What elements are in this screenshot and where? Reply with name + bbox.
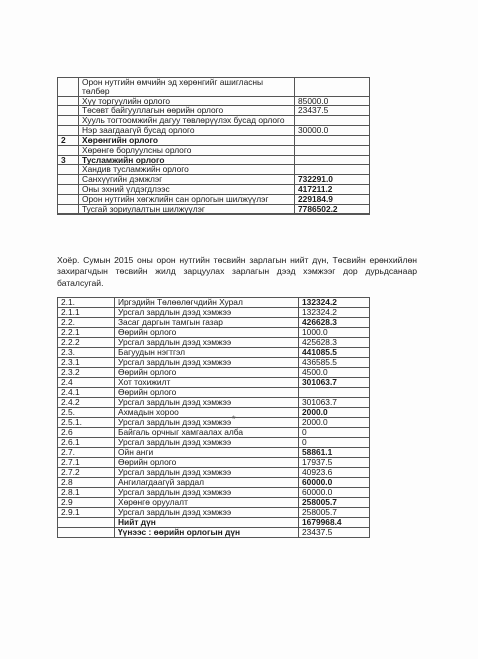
row-number-cell: 2.3.2 [58, 368, 115, 378]
table-row [58, 214, 370, 215]
row-name-cell: Урсгал зардлын дээд хэмжээ [115, 438, 299, 448]
row-name-cell: Өөрийн орлого [115, 368, 299, 378]
row-value-cell: 4500.0 [299, 368, 370, 378]
row-name-cell: Урсгал зардлын дээд хэмжээ [115, 338, 299, 348]
row-number-cell [58, 106, 79, 116]
row-number-cell: 2.6.1 [58, 438, 115, 448]
row-number-cell: 2.2. [58, 318, 115, 328]
row-value-cell [295, 145, 370, 155]
row-value-cell: 23437.5 [295, 106, 370, 116]
row-name-cell: Нийт дүн [115, 518, 299, 528]
row-number-cell: 2.5. [58, 408, 115, 418]
table-row [58, 126, 370, 136]
row-name-cell: Нэр заагдаагүй бусад орлого [79, 126, 295, 136]
row-name-cell: Хот тохижилт [115, 378, 299, 388]
revenue-table-body [58, 78, 370, 215]
row-value-cell [295, 78, 370, 97]
row-name-cell: Урсгал зардлын дээд хэмжээ [115, 488, 299, 498]
row-value-cell: 30000.0 [295, 126, 370, 136]
table-row [58, 308, 370, 318]
row-value-cell: 0 [299, 428, 370, 438]
row-value-cell: 732291.0 [295, 175, 370, 185]
row-name-cell: Үүнээс : өөрийн орлогын дүн [115, 528, 299, 538]
table-row [58, 358, 370, 368]
table-row [58, 508, 370, 518]
row-number-cell: 2.5.1. [58, 418, 115, 428]
row-number-cell: 2.1. [58, 298, 115, 308]
row-number-cell: 2.1.1 [58, 308, 115, 318]
table-row [58, 428, 370, 438]
row-value-cell: 2000.0 [299, 418, 370, 428]
row-name-cell: Хууль тогтоомжийн дагуу төвлөрүүлэх бусад орлого [79, 116, 295, 126]
row-name-cell: Хөрөнгө борлуулсны орлого [79, 145, 295, 155]
row-number-cell [58, 214, 79, 215]
expenditure-table [57, 297, 370, 538]
row-number-cell: 2.2.2 [58, 338, 115, 348]
table-row [58, 96, 370, 106]
row-value-cell: 1679968.4 [299, 518, 370, 528]
row-name-cell: Урсгал зардлын дээд хэмжээ [115, 468, 299, 478]
table-row [58, 458, 370, 468]
table-row [58, 448, 370, 458]
table-row [58, 338, 370, 348]
table-row [58, 468, 370, 478]
row-number-cell [58, 126, 79, 136]
table-row [58, 418, 370, 428]
table-row [58, 388, 370, 398]
row-value-cell: 7786502.2 [295, 204, 370, 214]
row-name-cell: Санхүүгийн дэмжлэг [79, 175, 295, 185]
row-value-cell: 85000.0 [295, 96, 370, 106]
row-value-cell: 17937.5 [299, 458, 370, 468]
section-two-paragraph: Хоёр. Сумын 2015 оны орон нутгийн төсвийн зарлагын нийт дүн, Төсвийн ерөнхийлөн захирагчдын төсвийн жилд зарцуулах зарлагын дээд хэмжээг дор дурьдсанаар баталсугай. [57, 255, 417, 288]
row-number-cell [58, 518, 115, 528]
row-name-cell: Хөрөнгө оруулалт [115, 498, 299, 508]
row-value-cell: 258005.7 [299, 498, 370, 508]
row-number-cell [58, 184, 79, 194]
row-name-cell: Байгаль орчныг хамгаалах алба [115, 428, 299, 438]
row-number-cell: 2.7.1 [58, 458, 115, 468]
row-name-cell: Өөрийн орлого [115, 328, 299, 338]
row-value-cell: 417211.2 [295, 184, 370, 194]
row-value-cell: 229184.9 [295, 194, 370, 204]
table-row [58, 145, 370, 155]
row-value-cell: 23437.5 [299, 528, 370, 538]
row-number-cell: 2.6 [58, 428, 115, 438]
row-value-cell: 436585.5 [299, 358, 370, 368]
row-value-cell: 58861.1 [299, 448, 370, 458]
row-value-cell: 60000.0 [299, 488, 370, 498]
table-row [58, 488, 370, 498]
table-row [58, 478, 370, 488]
table-row [58, 175, 370, 185]
scan-mark: * [232, 414, 236, 424]
row-value-cell: 301063.7 [299, 378, 370, 388]
row-name-cell: Урсгал зардлын дээд хэмжээ [115, 508, 299, 518]
row-number-cell [58, 116, 79, 126]
table-row [58, 194, 370, 204]
table-row [58, 498, 370, 508]
row-name-cell: Өөрийн орлого [115, 458, 299, 468]
row-name-cell: Урсгал зардлын дээд хэмжээ [115, 418, 299, 428]
table-row [58, 184, 370, 194]
row-number-cell: 2.4.1 [58, 388, 115, 398]
table-row [58, 368, 370, 378]
row-number-cell [58, 175, 79, 185]
row-number-cell [58, 78, 79, 97]
table-row [58, 135, 370, 145]
row-value-cell [295, 155, 370, 165]
row-name-cell: Ойн анги [115, 448, 299, 458]
table-row [58, 518, 370, 528]
table-row [58, 408, 370, 418]
row-name-cell: Багуудын нэгтгэл [115, 348, 299, 358]
row-name-cell: Урсгал зардлын дээд хэмжээ [115, 398, 299, 408]
row-name-cell: Иргэдийн Төлөөлөгчдийн Хурал [115, 298, 299, 308]
row-name-cell: Урсгал зардлын дээд хэмжээ [115, 358, 299, 368]
table-row [58, 328, 370, 338]
row-value-cell [295, 135, 370, 145]
table-row [58, 378, 370, 388]
table-row [58, 528, 370, 538]
row-value-cell: 132324.2 [299, 298, 370, 308]
row-number-cell [58, 165, 79, 175]
row-number-cell [58, 96, 79, 106]
row-number-cell: 2 [58, 135, 79, 145]
table-row [58, 106, 370, 116]
row-number-cell [58, 204, 79, 214]
row-name-cell: Урсгал зардлын дээд хэмжээ [115, 308, 299, 318]
table-row [58, 165, 370, 175]
row-name-cell: Тусгай зориулалтын шилжүүлэг [79, 204, 295, 214]
row-number-cell: 2.7. [58, 448, 115, 458]
table-row [58, 155, 370, 165]
row-value-cell: 425628.3 [299, 338, 370, 348]
row-name-cell: Оны эхний үлдэгдлээс [79, 184, 295, 194]
row-value-cell: 2000.0 [299, 408, 370, 418]
expenditure-table-body [58, 298, 370, 538]
row-value-cell: 40923.6 [299, 468, 370, 478]
row-name-cell: Ахмадын хороо [115, 408, 299, 418]
table-row [58, 298, 370, 308]
row-number-cell: 2.2.1 [58, 328, 115, 338]
table-row [58, 398, 370, 408]
row-name-cell: Ангилагдаагүй зардал [115, 478, 299, 488]
row-value-cell [295, 116, 370, 126]
revenue-table [57, 77, 370, 215]
table-row [58, 116, 370, 126]
row-value-cell: 258005.7 [299, 508, 370, 518]
row-number-cell: 2.8.1 [58, 488, 115, 498]
row-number-cell: 2.4 [58, 378, 115, 388]
table-row [58, 318, 370, 328]
row-number-cell: 2.8 [58, 478, 115, 488]
row-value-cell: 1000.0 [299, 328, 370, 338]
row-value-cell: 132324.2 [299, 308, 370, 318]
row-number-cell: 2.9.1 [58, 508, 115, 518]
row-name-cell: Тусламжийн орлого [79, 155, 295, 165]
row-name-cell: Хүү торгуулийн орлого [79, 96, 295, 106]
table-row [58, 438, 370, 448]
row-name-cell: Өөрийн орлого [115, 388, 299, 398]
row-value-cell: 441085.5 [299, 348, 370, 358]
row-value-cell [295, 214, 370, 215]
table-row [58, 204, 370, 214]
row-name-cell: Орон нутгийн өмчийн эд хөрөнгийг ашигласны төлбөр [79, 78, 295, 97]
row-number-cell: 2.9 [58, 498, 115, 508]
row-name-cell [79, 214, 295, 215]
row-name-cell: Засаг даргын тамгын газар [115, 318, 299, 328]
row-value-cell [299, 388, 370, 398]
table-row [58, 78, 370, 97]
row-number-cell [58, 194, 79, 204]
row-number-cell: 2.3. [58, 348, 115, 358]
row-number-cell: 3 [58, 155, 79, 165]
row-value-cell: 0 [299, 438, 370, 448]
row-value-cell: 426628.3 [299, 318, 370, 328]
row-number-cell [58, 145, 79, 155]
row-name-cell: Хөрөнгийн орлого [79, 135, 295, 145]
row-value-cell [295, 165, 370, 175]
row-number-cell: 2.3.1 [58, 358, 115, 368]
row-value-cell: 301063.7 [299, 398, 370, 408]
row-number-cell [58, 528, 115, 538]
row-name-cell: Төсөвт байгууллагын өөрийн орлого [79, 106, 295, 116]
table-row [58, 348, 370, 358]
row-number-cell: 2.4.2 [58, 398, 115, 408]
row-value-cell: 60000.0 [299, 478, 370, 488]
row-name-cell: Орон нутгийн хөгжлийн сан орлогын шилжүүлэг [79, 194, 295, 204]
row-name-cell: Хандив тусламжийн орлого [79, 165, 295, 175]
row-number-cell: 2.7.2 [58, 468, 115, 478]
